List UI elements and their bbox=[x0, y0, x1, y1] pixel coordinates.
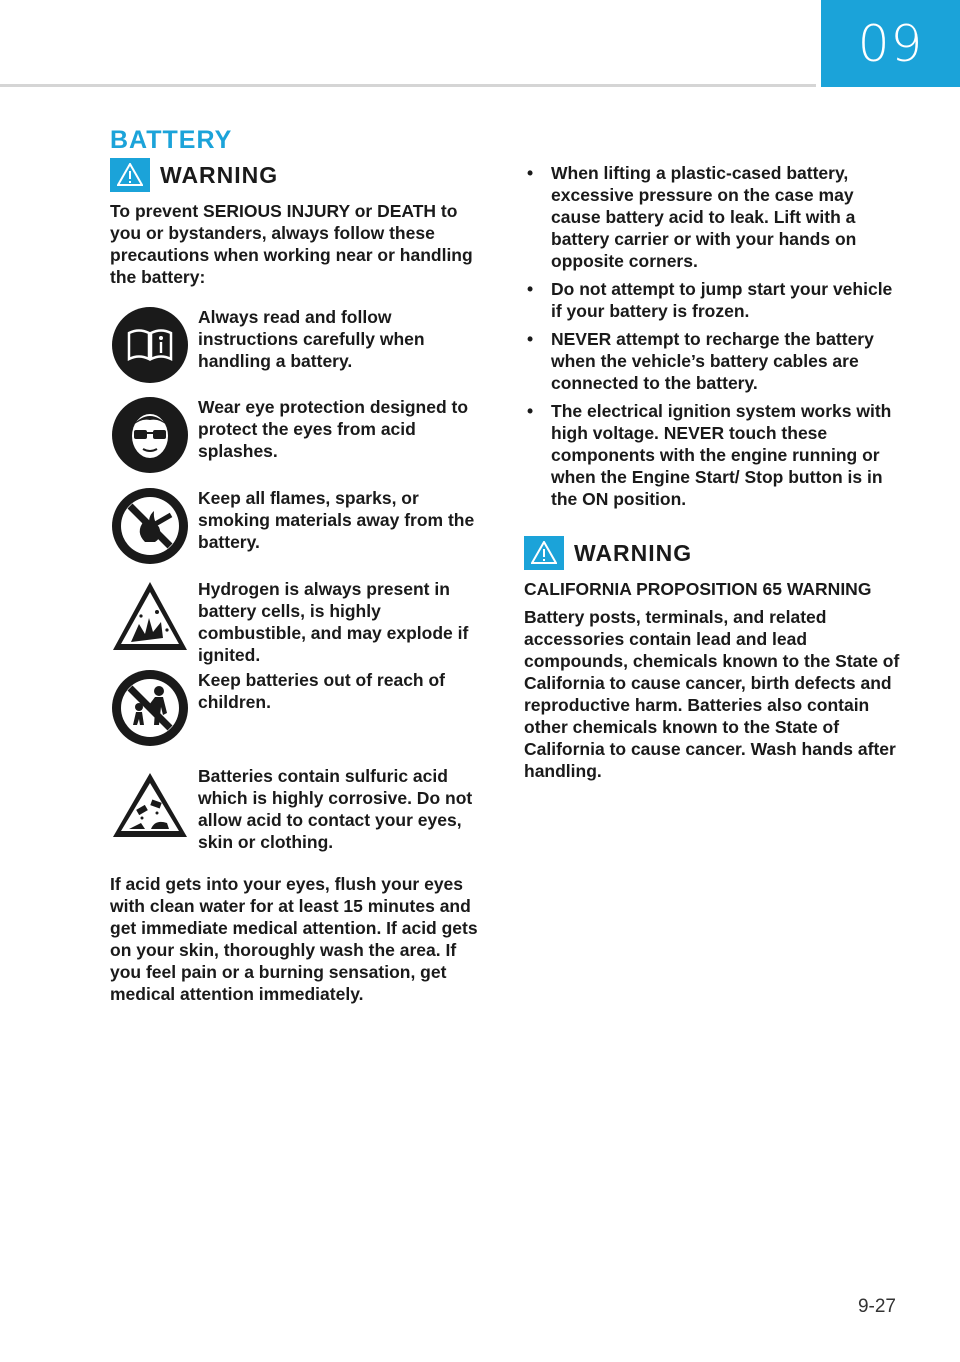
hazard-text: Always read and follow instructions carefully when handling a battery. bbox=[198, 307, 425, 371]
left-column bbox=[110, 158, 490, 1005]
warning-intro: To prevent SERIOUS INJURY or DEATH to you or bystanders, always follow these precautions when working near or handling the battery: bbox=[110, 201, 473, 287]
acid-first-aid-text: If acid gets into your eyes, flush your eyes with clean water for at least 15 minutes and get immediate medical attention. If acid gets on your skin, thoroughly wash the area. If you feel pain or a burning sensation, get medical attention immediately. bbox=[110, 874, 478, 1004]
corrosive-acid-icon bbox=[110, 765, 190, 851]
warning-header bbox=[110, 158, 490, 192]
hazard-text: Keep batteries out of reach of children. bbox=[198, 670, 445, 712]
hazard-item bbox=[110, 765, 490, 873]
list-item: • When lifting a plastic-cased battery, excessive pressure on the case may cause battery acid to leak. Lift with a battery carrier or with your hands on opposite corners. bbox=[524, 162, 904, 272]
right-column bbox=[524, 162, 904, 782]
manual-book-icon bbox=[110, 306, 190, 386]
list-item: • NEVER attempt to recharge the battery when the vehicle’s battery cables are connected to the battery. bbox=[524, 328, 904, 394]
hazard-item bbox=[110, 578, 490, 669]
keep-children-away-icon bbox=[110, 669, 190, 749]
hazard-item bbox=[110, 306, 490, 396]
explosion-hazard-icon bbox=[110, 578, 190, 658]
hazard-text: Hydrogen is always present in battery cells, is highly combustible, and may explode if ignited. bbox=[198, 579, 469, 665]
eye-protection-icon bbox=[110, 396, 190, 476]
no-flames-icon bbox=[110, 487, 190, 567]
prop65-text: Battery posts, terminals, and related accessories contain lead and lead compounds, chemicals known to the State of California to cause cancer, birth defects and reproductive harm. Batteries also contain other chemicals known to the State of California to cause cancer. Wash hands after handling. bbox=[524, 607, 900, 781]
hazard-item bbox=[110, 396, 490, 487]
hazard-item bbox=[110, 669, 490, 765]
precautions-list bbox=[524, 162, 904, 510]
page-number: 9-27 bbox=[857, 1296, 896, 1317]
header-rule bbox=[0, 84, 816, 87]
hazard-item bbox=[110, 487, 490, 578]
section-title: BATTERY bbox=[110, 126, 233, 154]
hazard-text: Keep all flames, sparks, or smoking materials away from the battery. bbox=[198, 488, 475, 552]
hazard-text: Batteries contain sulfuric acid which is highly corrosive. Do not allow acid to contact your eyes, skin or clothing. bbox=[198, 766, 473, 852]
warning-triangle-icon bbox=[524, 536, 564, 570]
hazard-text: Wear eye protection designed to protect the eyes from acid splashes. bbox=[198, 397, 469, 461]
warning-title: WARNING bbox=[574, 539, 693, 566]
prop65-warning bbox=[524, 536, 904, 782]
list-item: • Do not attempt to jump start your vehicle if your battery is frozen. bbox=[524, 278, 904, 322]
list-item: • The electrical ignition system works with high voltage. NEVER touch these components with the engine running or when the Engine Start/ Stop button is in the ON position. bbox=[524, 400, 904, 510]
prop65-heading: CALIFORNIA PROPOSITION 65 WARNING bbox=[524, 579, 872, 599]
warning-header bbox=[524, 536, 904, 570]
warning-title: WARNING bbox=[160, 161, 279, 188]
chapter-tab: 09 bbox=[821, 0, 960, 87]
warning-triangle-icon bbox=[110, 158, 150, 192]
